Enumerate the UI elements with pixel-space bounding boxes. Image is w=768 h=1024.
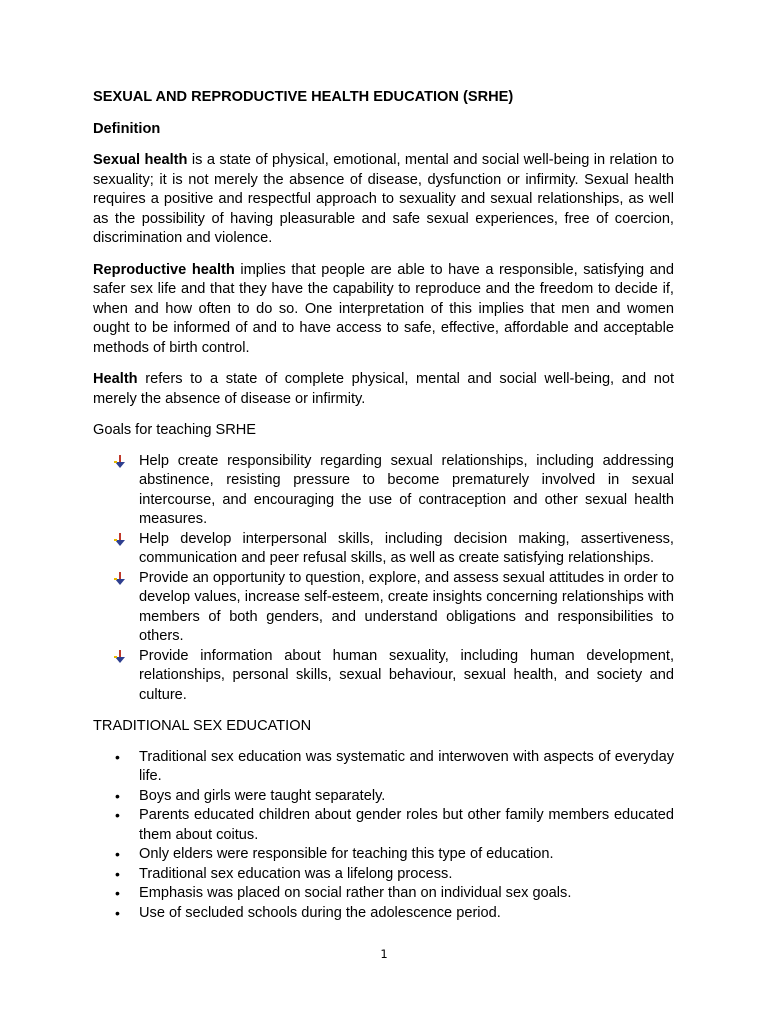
arrow-bullet-icon: [114, 650, 126, 664]
traditional-text: Traditional sex education was systematic and interwoven with aspects of everyday life.: [139, 748, 674, 784]
bullet-dot-icon: •: [115, 885, 120, 901]
arrow-bullet-icon: [114, 572, 126, 586]
page-number: 1: [380, 947, 388, 961]
bullet-dot-icon: •: [115, 846, 120, 862]
traditional-text: Only elders were responsible for teaching this type of education.: [139, 846, 554, 862]
traditional-text: Use of secluded schools during the adolescence period.: [139, 904, 501, 921]
list-item: [93, 647, 674, 706]
list-item: [93, 845, 674, 865]
traditional-text: Boys and girls were taught separately.: [139, 787, 386, 804]
document-title: SEXUAL AND REPRODUCTIVE HEALTH EDUCATION (SRHE): [93, 89, 514, 105]
health-term: Health: [93, 371, 138, 387]
reproductive-health-text: implies that people are able to have a responsible, satisfying and safer sex life and that they have the capability to reproduce and the freedom to decide if, when and how often to do so. One interpretation of this implies that men and women ought to be informed of and to have access to safe, effective, affordable and acceptable methods of birth control.: [93, 261, 674, 356]
goal-text: Provide an opportunity to question, explore, and assess sexual attitudes in order to develop values, increase self-esteem, create insights concerning relationships with members of both genders, and understand obligations and responsibilities to others.: [139, 569, 674, 644]
list-item: [93, 569, 674, 647]
reproductive-health-term: Reproductive health: [93, 261, 235, 278]
reproductive-health-paragraph: [93, 261, 674, 359]
list-item: [93, 806, 674, 845]
list-item: [93, 884, 674, 904]
bullet-dot-icon: •: [115, 865, 120, 882]
traditional-text: Parents educated children about gender roles but other family members educated them about coitus.: [139, 807, 674, 843]
arrow-bullet-icon: [114, 533, 126, 547]
bullet-dot-icon: •: [115, 904, 120, 921]
sexual-health-term: Sexual health: [93, 152, 188, 168]
sexual-health-text: is a state of physical, emotional, mental and social well-being in relation to sexuality; it is not merely the absence of disease, dysfunction or infirmity. Sexual health requires a positive and respectful approach to sexuality and sexual relationships, as well as the possibility of having pleasurable and safe sexual experiences, free of coercion, discrimination and violence.: [93, 152, 674, 246]
health-paragraph: [93, 370, 674, 409]
list-item: [93, 904, 674, 924]
arrow-bullet-icon: [114, 455, 126, 469]
list-item: [93, 787, 674, 807]
health-text: refers to a state of complete physical, mental and social well-being, and not merely the absence of disease or infirmity.: [93, 371, 674, 407]
list-item: [93, 748, 674, 787]
traditional-text: Emphasis was placed on social rather than on individual sex goals.: [139, 885, 572, 901]
traditional-list: [93, 748, 674, 924]
bullet-dot-icon: •: [115, 748, 120, 765]
document-page: [93, 88, 674, 935]
sexual-health-paragraph: [93, 151, 674, 249]
goal-text: Help develop interpersonal skills, including decision making, assertiveness, communication and peer refusal skills, as well as create satisfying relationships.: [139, 530, 674, 566]
goals-heading: Goals for teaching SRHE: [93, 422, 257, 438]
goals-list: [93, 452, 674, 706]
bullet-dot-icon: •: [115, 787, 120, 804]
list-item: [93, 452, 674, 530]
definition-heading: Definition: [93, 120, 161, 137]
goal-text: Provide information about human sexuality, including human development, relationships, personal skills, sexual behaviour, sexual health, and society and culture.: [139, 647, 674, 703]
traditional-text: Traditional sex education was a lifelong process.: [139, 865, 453, 882]
bullet-dot-icon: •: [115, 807, 120, 823]
goal-text: Help create responsibility regarding sexual relationships, including addressing abstinence, resisting pressure to become prematurely involved in sexual intercourse, and encouraging the use of contraception and other sexual health measures.: [139, 452, 674, 527]
list-item: [93, 530, 674, 569]
traditional-heading: TRADITIONAL SEX EDUCATION: [93, 718, 312, 734]
list-item: [93, 865, 674, 885]
